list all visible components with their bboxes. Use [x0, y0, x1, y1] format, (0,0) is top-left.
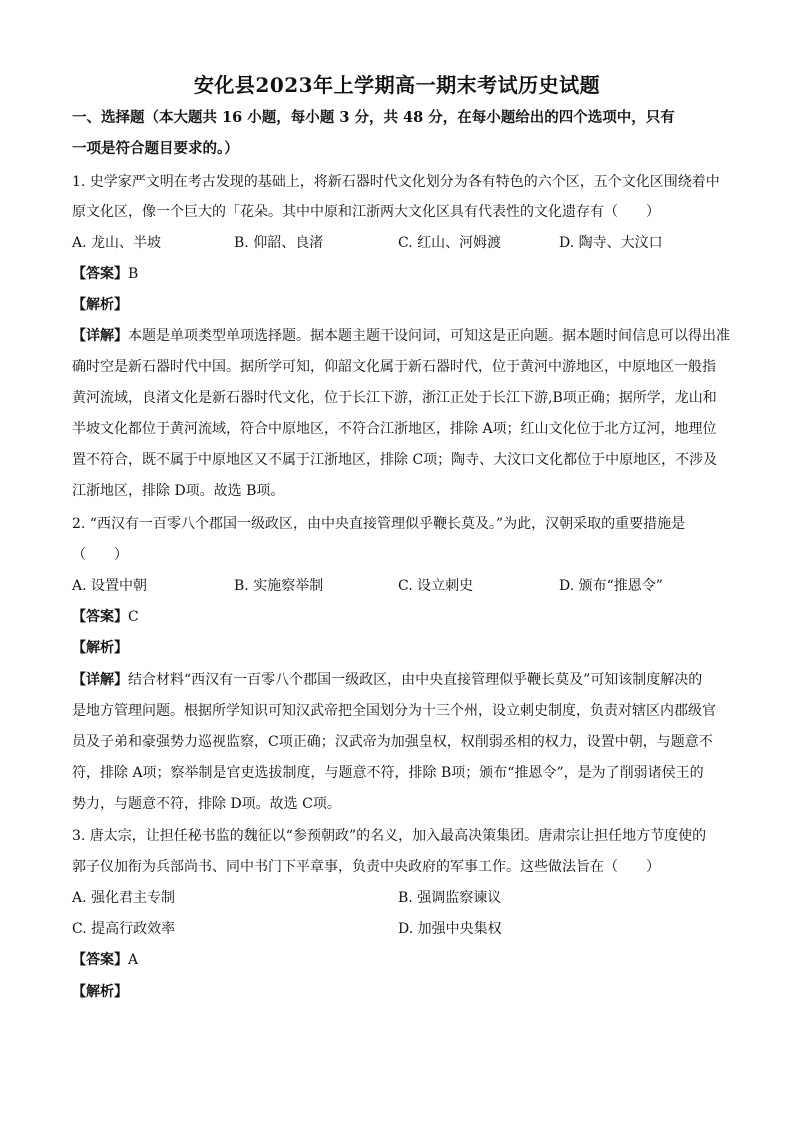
answer-label: 【答案】	[72, 952, 128, 968]
q3-answer	[72, 950, 732, 970]
q2-analysis	[72, 638, 732, 658]
q1-option-b: B. 仰韶、良渚	[234, 235, 324, 251]
detail-label: 【详解】	[72, 672, 128, 688]
q3-option-d: D. 加强中央集权	[398, 921, 502, 937]
q1-option-d: D. 陶寺、大汶口	[559, 235, 663, 251]
q1-detail-text: 本题是单项类型单项选择题。据本题主题干设问词，可知这是正向题。据本题时间信息可以得出准	[128, 328, 730, 344]
section-heading-line-1: 一、选择题（本大题共 16 小题，每小题 3 分，共 48 分，在每小题给出的四个选项中，只有	[72, 109, 675, 126]
section-heading-line-2: 一项是符合题目要求的。）	[72, 140, 239, 157]
q1-detail-line-6: 江浙地区，排除 D项。故选 B项。	[72, 483, 285, 499]
q3-option-b: B. 强调监察谏议	[398, 890, 502, 906]
q1-detail-line-1	[72, 326, 732, 346]
q2-detail-line-1	[72, 670, 732, 690]
q1-detail-line-4: 半坡文化都位于黄河流域，符合中原地区，不符合江浙地区，排除 A项；红山文化位于北方辽河，地理位	[72, 421, 717, 437]
q2-detail-line-2: 是地方管理问题。根据所学知识可知汉武帝把全国划分为十三个州，设立刺史制度，负责对辖区内郡级官	[72, 703, 716, 719]
q1-answer-value: B	[128, 266, 139, 282]
q2-detail-line-4: 符，排除 A项；察举制是官吏选拔制度，与题意不符，排除 B项；颁布“推恩令”，是为了削弱诸侯王的	[72, 765, 704, 781]
q2-option-b: B. 实施察举制	[234, 578, 324, 594]
answer-label: 【答案】	[72, 266, 128, 282]
detail-label: 【详解】	[72, 328, 128, 344]
q1-option-a: A. 龙山、半坡	[72, 235, 162, 251]
page-title: 安化县2023年上学期高一期末考试历史试题	[193, 73, 601, 97]
q2-stem-line-2: （ ）	[72, 547, 128, 563]
analysis-label: 【解析】	[72, 640, 128, 656]
q3-analysis	[72, 982, 732, 1002]
q3-answer-value: A	[128, 952, 139, 968]
q2-detail-line-5: 势力，与题意不符，排除 D项。故选 C项。	[72, 796, 341, 812]
q1-detail-line-2: 确时空是新石器时代中国。据所学可知，仰韶文化属于新石器时代，位于黄河中游地区，中原地区一般指	[72, 359, 716, 375]
q1-stem-line-2: 原文化区，像一个巨大的「花朵。其中中原和江浙两大文化区具有代表性的文化遗存有（ ）	[72, 204, 660, 220]
q1-detail-line-3: 黄河流域，良渚文化是新石器时代文化，位于长江下游，浙江正处于长江下游,B项正确；据所学，龙山和	[72, 390, 717, 406]
q2-option-d: D. 颁布“推恩令”	[559, 578, 663, 594]
q1-analysis	[72, 295, 732, 315]
q2-detail-text: 结合材料“西汉有一百零八个郡国一级政区，由中央直接管理似乎鞭长莫及”可知该制度解决的	[128, 672, 703, 688]
q1-option-c: C. 红山、河姆渡	[398, 235, 502, 251]
q2-option-c: C. 设立刺史	[398, 578, 474, 594]
analysis-label: 【解析】	[72, 984, 128, 1000]
q2-answer	[72, 607, 732, 627]
answer-label: 【答案】	[72, 609, 128, 625]
q2-stem-line-1: 2. “西汉有一百零八个郡国一级政区，由中央直接管理似乎鞭长莫及。”为此，汉朝采取的重要措施是	[72, 516, 686, 532]
q2-option-a: A. 设置中朝	[72, 578, 148, 594]
q3-option-a: A. 强化君主专制	[72, 890, 176, 906]
q2-detail-line-3: 员及子弟和豪强势力巡视监察，C项正确；汉武帝为加强皇权，权削弱丞相的权力，设置中朝，与题意不	[72, 734, 713, 750]
q1-detail-line-5: 置不符合，既不属于中原地区又不属于江浙地区，排除 C项；陶寺、大汶口文化都位于中原地区，不涉及	[72, 452, 718, 468]
q3-option-c: C. 提高行政效率	[72, 921, 176, 937]
q2-answer-value: C	[128, 609, 139, 625]
q3-stem-line-2: 郭子仪加衔为兵部尚书、同中书门下平章事，负责中央政府的军事工作。这些做法旨在（ ）	[72, 859, 660, 875]
q3-stem-line-1: 3. 唐太宗，让担任秘书监的魏征以“参预朝政”的名义，加入最高决策集团。唐肃宗让担任地方节度使的	[72, 828, 707, 844]
q1-answer	[72, 264, 732, 284]
q1-stem-line-1: 1. 史学家严文明在考古发现的基础上，将新石器时代文化划分为各有特色的六个区，五个文化区围绕着中	[72, 174, 720, 190]
analysis-label: 【解析】	[72, 297, 128, 313]
